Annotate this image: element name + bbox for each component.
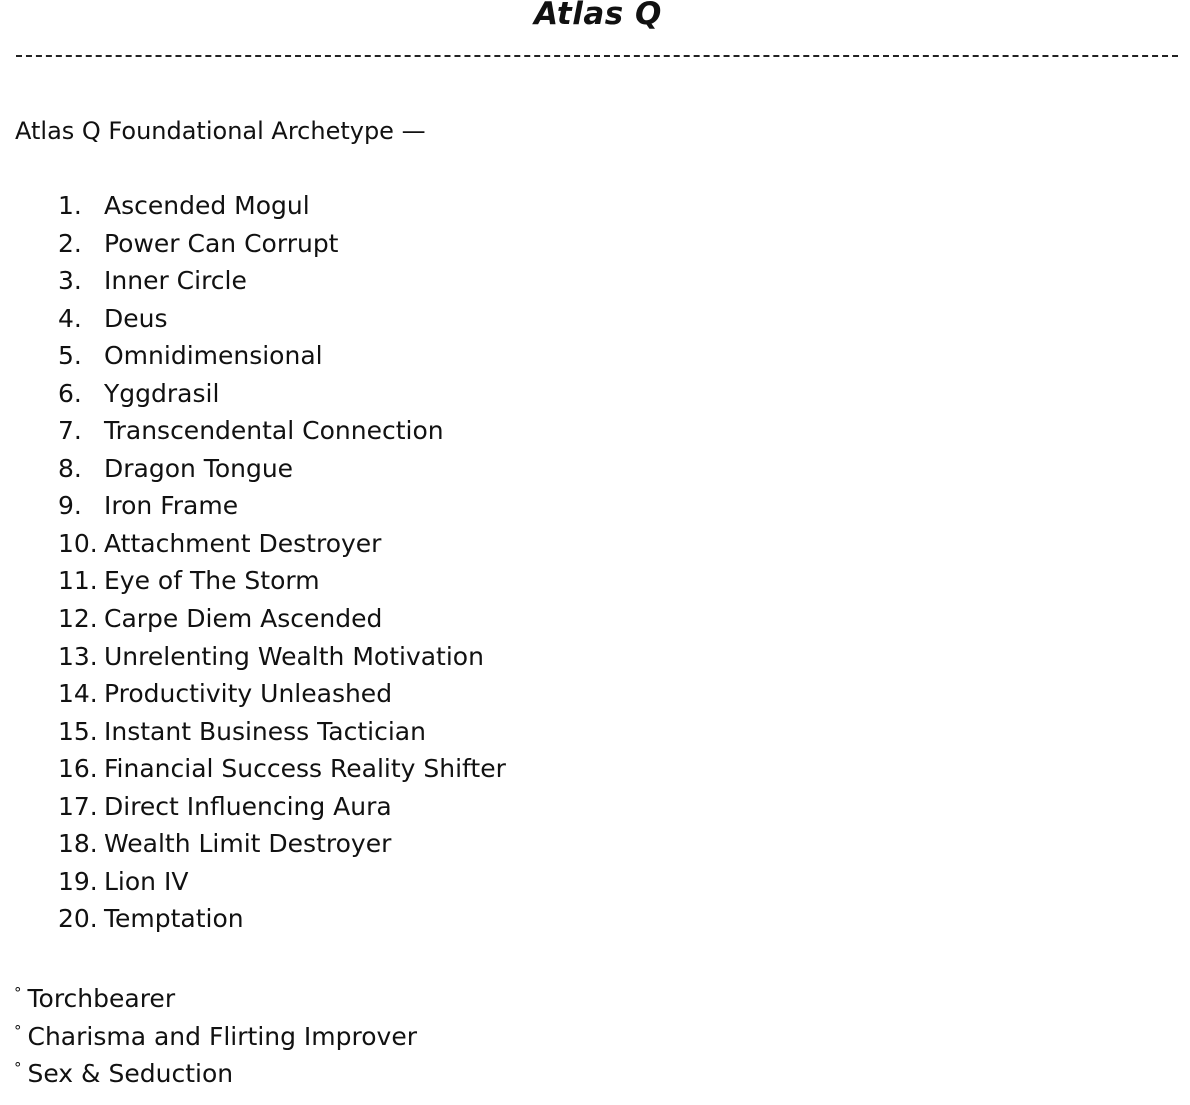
- list-item: [58, 600, 506, 638]
- document-title: Atlas Q: [534, 0, 662, 32]
- list-item: [58, 412, 506, 450]
- list-item-label: Carpe Diem Ascended: [104, 604, 383, 634]
- list-item-number: 19.: [58, 866, 98, 896]
- list-item: [58, 750, 506, 788]
- bullet-item-label: Sex & Seduction: [27, 1059, 234, 1088]
- list-item: [58, 300, 506, 338]
- list-item: [58, 525, 506, 563]
- list-item: [58, 562, 506, 600]
- list-item-label: Deus: [104, 303, 168, 333]
- degree-bullet-icon: °: [14, 1059, 22, 1077]
- list-item: [58, 337, 506, 375]
- list-item: [58, 788, 506, 826]
- list-item: [58, 713, 506, 751]
- list-item: [58, 638, 506, 676]
- list-item-label: Lion IV: [104, 866, 189, 896]
- list-item: [58, 225, 506, 263]
- list-item-label: Temptation: [104, 904, 244, 934]
- archetype-list: [58, 187, 506, 938]
- list-item-number: 7.: [58, 416, 82, 446]
- list-item-number: 13.: [58, 641, 98, 671]
- list-item-label: Direct Influencing Aura: [104, 791, 392, 821]
- list-item-number: 11.: [58, 566, 98, 596]
- list-item-number: 9.: [58, 491, 82, 521]
- list-item-number: 3.: [58, 266, 82, 296]
- list-item-label: Unrelenting Wealth Motivation: [104, 641, 484, 671]
- list-item-number: 10.: [58, 528, 98, 558]
- list-item-label: Ascended Mogul: [104, 191, 310, 220]
- list-item: [58, 825, 506, 863]
- bullet-item: [14, 1050, 417, 1088]
- list-item-label: Wealth Limit Destroyer: [104, 829, 392, 859]
- list-item: [58, 487, 506, 525]
- list-item: [58, 675, 506, 713]
- list-item-label: Power Can Corrupt: [104, 228, 339, 258]
- degree-bullet-icon: °: [14, 984, 22, 1002]
- list-item-number: 20.: [58, 904, 98, 934]
- list-item-label: Productivity Unleashed: [104, 679, 393, 709]
- list-item: [58, 450, 506, 488]
- list-item-number: 5.: [58, 341, 82, 371]
- list-item-number: 4.: [58, 303, 82, 333]
- dashed-divider: [16, 55, 1178, 57]
- list-item-number: 18.: [58, 829, 98, 859]
- list-item: [58, 187, 506, 225]
- list-item: [58, 375, 506, 413]
- list-item-label: Eye of The Storm: [104, 566, 320, 596]
- list-item: [58, 863, 506, 901]
- list-item-label: Omnidimensional: [104, 341, 323, 371]
- list-item-label: Transcendental Connection: [104, 416, 444, 446]
- extras-list: [14, 975, 417, 1088]
- list-item-number: 8.: [58, 453, 82, 483]
- list-item-label: Yggdrasil: [104, 378, 220, 408]
- list-item-label: Iron Frame: [104, 491, 239, 521]
- list-item-label: Dragon Tongue: [104, 453, 294, 483]
- list-item: [58, 262, 506, 300]
- list-item: [58, 900, 506, 938]
- list-item-label: Inner Circle: [104, 266, 247, 296]
- list-item-number: 17.: [58, 791, 98, 821]
- list-item-number: 14.: [58, 679, 98, 709]
- list-item-label: Financial Success Reality Shifter: [104, 754, 506, 784]
- list-item-number: 6.: [58, 378, 82, 408]
- list-item-label: Attachment Destroyer: [104, 528, 382, 558]
- list-item-number: 2.: [58, 228, 82, 258]
- bullet-item: [14, 1013, 417, 1051]
- list-item-number: 15.: [58, 716, 98, 746]
- degree-bullet-icon: °: [14, 1021, 22, 1040]
- list-item-label: Instant Business Tactician: [104, 716, 426, 746]
- intro-heading: Atlas Q Foundational Archetype —: [15, 117, 426, 145]
- bullet-item-label: Charisma and Flirting Improver: [27, 1021, 418, 1051]
- list-item-number: 1.: [58, 191, 82, 220]
- bullet-item: [14, 975, 417, 1013]
- list-item-number: 16.: [58, 754, 98, 784]
- list-item-number: 12.: [58, 604, 98, 634]
- bullet-item-label: Torchbearer: [27, 984, 176, 1013]
